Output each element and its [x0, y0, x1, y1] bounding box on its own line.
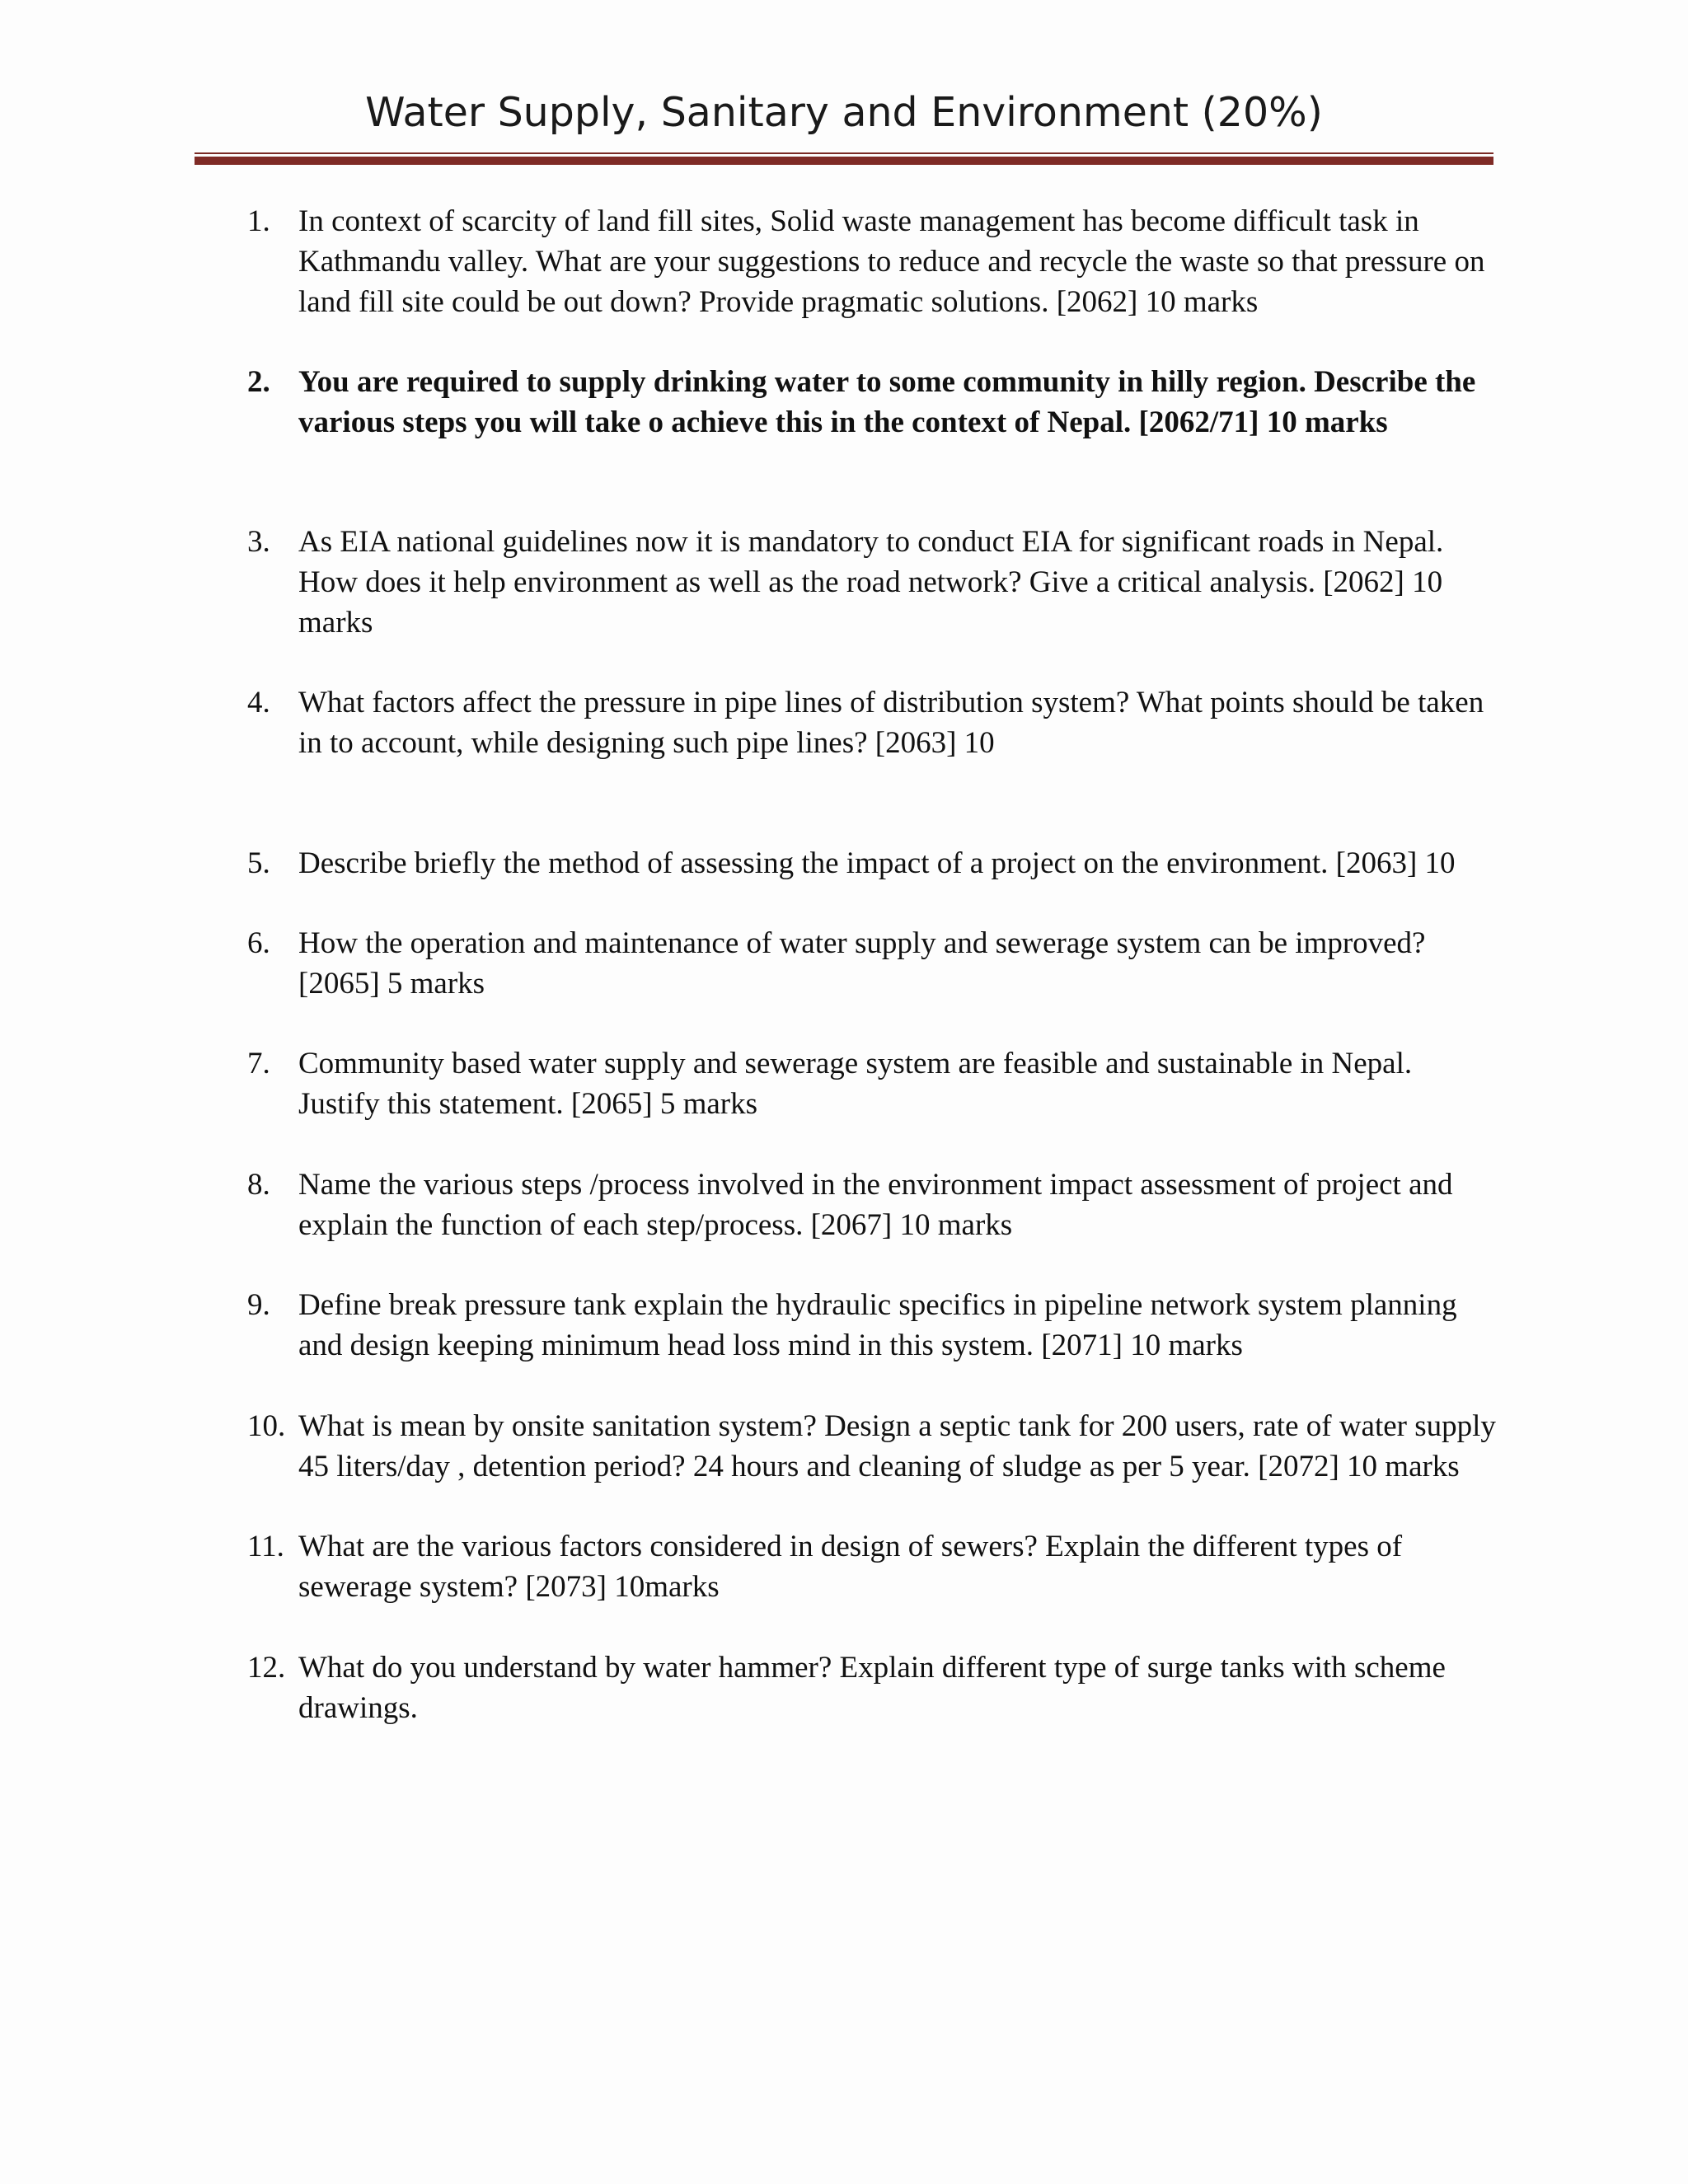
- question-text: As EIA national guidelines now it is mandatory to conduct EIA for significant roads in Nepal. How does it help environment as well as the road network? Give a critical analysis. [2062] 10 marks: [298, 525, 1444, 640]
- title-rule-thick: [195, 157, 1493, 165]
- question-text: Define break pressure tank explain the hydraulic specifics in pipeline network system planning and design keeping minimum head loss mind in this system. [2071] 10 marks: [298, 1288, 1457, 1362]
- question-text: What is mean by onsite sanitation system? Design a septic tank for 200 users, rate of water supply 45 liters/day , detention period? 24 hours and cleaning of sludge as per 5 year. [2072] 10 marks: [298, 1409, 1496, 1483]
- question-number: 7.: [247, 1047, 270, 1080]
- question-item: [247, 201, 1500, 322]
- question-item: [247, 923, 1500, 1004]
- question-item: [247, 362, 1500, 443]
- question-item: [247, 682, 1500, 763]
- question-number: 12.: [247, 1651, 286, 1685]
- question-text: What are the various factors considered in design of sewers? Explain the different types of sewerage system? [2073] 10marks: [298, 1530, 1403, 1604]
- title-rule-thin: [195, 152, 1493, 154]
- question-text: How the operation and maintenance of water supply and sewerage system can be improved? [2065] 5 marks: [298, 926, 1426, 1001]
- question-number: 8.: [247, 1168, 270, 1202]
- question-number: 10.: [247, 1409, 286, 1443]
- question-text: In context of scarcity of land fill sites, Solid waste management has become difficult task in Kathmandu valley. What are your suggestions to reduce and recycle the waste so that pressure on land fill site could be out down? Provide pragmatic solutions. [2062] 10 marks: [298, 204, 1485, 319]
- question-item: [247, 843, 1500, 883]
- question-number: 3.: [247, 525, 270, 559]
- question-text: What factors affect the pressure in pipe lines of distribution system? What points should be taken in to account, while designing such pipe lines? [2063] 10: [298, 686, 1484, 760]
- question-item: [247, 1406, 1500, 1487]
- question-text: Describe briefly the method of assessing the impact of a project on the environment. [2063] 10: [298, 846, 1456, 880]
- page-title: Water Supply, Sanitary and Environment (20%): [365, 89, 1323, 136]
- question-item: [247, 1647, 1500, 1728]
- question-number: 5.: [247, 846, 270, 880]
- question-number: 6.: [247, 926, 270, 960]
- question-text: What do you understand by water hammer? Explain different type of surge tanks with scheme drawings.: [298, 1651, 1446, 1725]
- question-number: 9.: [247, 1288, 270, 1322]
- question-text: Name the various steps /process involved in the environment impact assessment of project and explain the function of each step/process. [2067] 10 marks: [298, 1168, 1453, 1242]
- question-item: [247, 1165, 1500, 1245]
- question-text: Community based water supply and sewerage system are feasible and sustainable in Nepal. Justify this statement. [2065] 5 marks: [298, 1047, 1413, 1121]
- question-item: [247, 1285, 1500, 1366]
- question-item: [247, 1526, 1500, 1607]
- question-item: [247, 1043, 1500, 1124]
- question-item: [247, 522, 1500, 643]
- question-number: 1.: [247, 204, 270, 238]
- question-number: 2.: [247, 365, 270, 399]
- question-number: 4.: [247, 686, 270, 719]
- question-number: 11.: [247, 1530, 284, 1563]
- question-text: You are required to supply drinking water to some community in hilly region. Describe the various steps you will take o achieve this in the context of Nepal. [2062/71] 10 marks: [298, 365, 1476, 439]
